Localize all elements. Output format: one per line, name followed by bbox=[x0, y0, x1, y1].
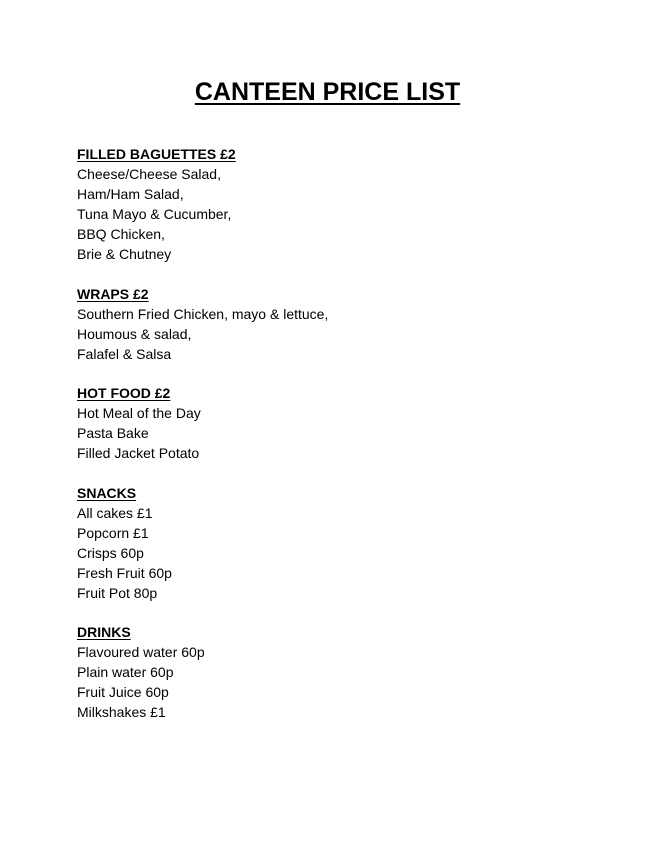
list-item: BBQ Chicken, bbox=[77, 226, 165, 242]
section-drinks bbox=[77, 622, 597, 722]
list-item: Flavoured water 60p bbox=[77, 644, 205, 660]
list-item: Houmous & salad, bbox=[77, 325, 192, 342]
section-heading: WRAPS £2 bbox=[77, 285, 149, 302]
page-title: CANTEEN PRICE LIST bbox=[194, 78, 461, 106]
list-item: Tuna Mayo & Cucumber, bbox=[77, 206, 232, 222]
list-item: Cheese/Cheese Salad, bbox=[77, 166, 221, 182]
section-heading: HOT FOOD £2 bbox=[77, 385, 171, 401]
section-heading: FILLED BAGUETTES £2 bbox=[77, 146, 236, 162]
list-item: Falafel & Salsa bbox=[77, 345, 172, 362]
list-item: Southern Fried Chicken, mayo & lettuce, bbox=[77, 305, 329, 322]
price-list bbox=[77, 144, 597, 742]
list-item: Pasta Bake bbox=[77, 425, 149, 441]
list-item: Plain water 60p bbox=[77, 664, 174, 680]
list-item: Brie & Chutney bbox=[77, 246, 172, 262]
section-snacks bbox=[77, 483, 597, 603]
section-heading: SNACKS bbox=[77, 484, 137, 501]
list-item: Popcorn £1 bbox=[77, 524, 149, 541]
list-item: Crisps 60p bbox=[77, 544, 144, 561]
list-item: Fruit Pot 80p bbox=[77, 584, 158, 601]
list-item: Fruit Juice 60p bbox=[77, 684, 169, 700]
section-heading: DRINKS bbox=[77, 624, 131, 640]
list-item: Milkshakes £1 bbox=[77, 704, 166, 720]
section-filled-baguettes bbox=[77, 144, 597, 264]
section-wraps bbox=[77, 284, 597, 364]
list-item: Hot Meal of the Day bbox=[77, 405, 201, 421]
list-item: All cakes £1 bbox=[77, 504, 153, 521]
list-item: Filled Jacket Potato bbox=[77, 445, 200, 461]
section-hot-food bbox=[77, 383, 597, 463]
list-item: Fresh Fruit 60p bbox=[77, 564, 172, 581]
list-item: Ham/Ham Salad, bbox=[77, 186, 184, 202]
